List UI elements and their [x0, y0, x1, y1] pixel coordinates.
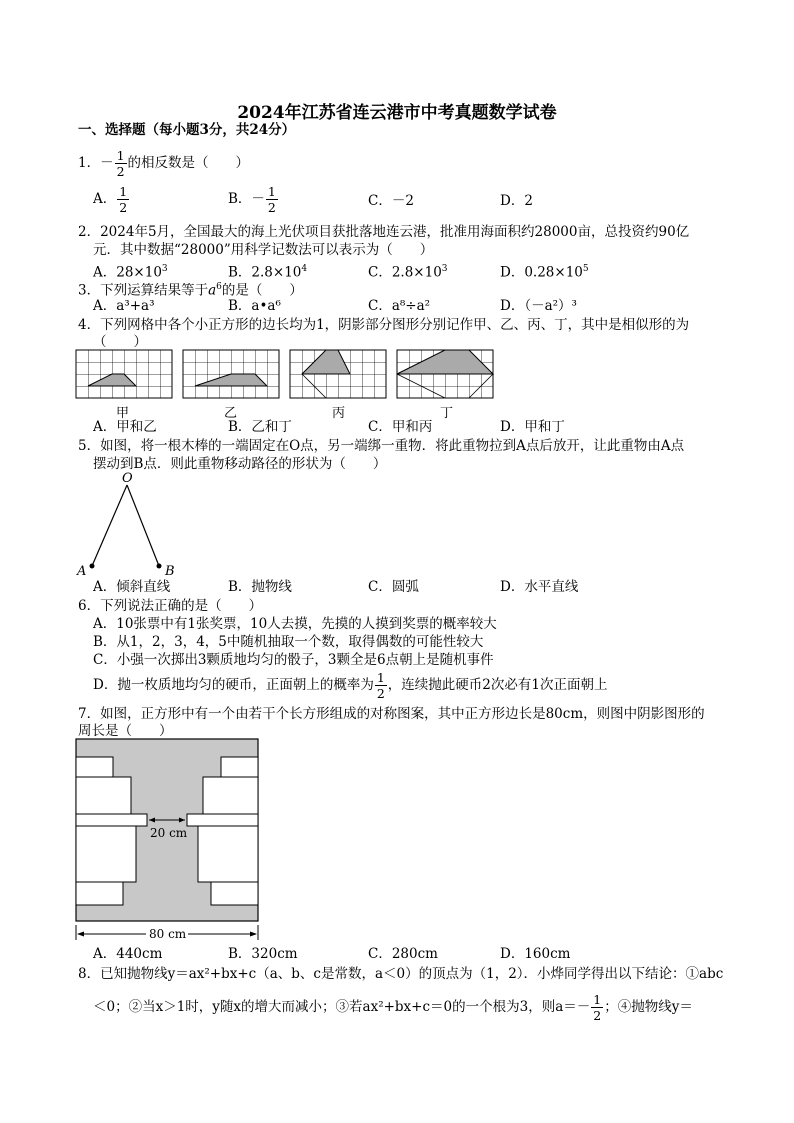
question-6-stem: 6．下列说法正确的是（ ）	[78, 598, 263, 614]
figure-label-ding: 丁	[440, 406, 454, 421]
question-8-line1: 8．已知抛物线y＝ax²+bx+c（a、b、c是常数，a＜0）的顶点为（1，2）．小烨同学得出以下结论：①abc	[78, 966, 724, 982]
square-pattern-figure	[76, 739, 260, 944]
q1-option-b[interactable]: B．－ $\frac{1}{2}$	[228, 184, 276, 215]
grid-figure-yi	[183, 350, 279, 398]
q4-option-d[interactable]: D．甲和丁	[500, 419, 565, 435]
inner-gap-label: 20 cm	[150, 826, 188, 840]
q7-option-d[interactable]: D．160cm	[500, 946, 571, 962]
q3-option-c[interactable]: C．a⁸÷a²	[368, 298, 431, 314]
q2-option-b[interactable]: B．$2.8\times 10^4$	[228, 264, 308, 281]
q4-option-b[interactable]: B．乙和丁	[228, 419, 292, 435]
question-2-line2: 元．其中数据“28000”用科学记数法可以表示为（ ）	[93, 242, 434, 258]
q1-option-a[interactable]: A． $\frac{1}{2}$	[93, 184, 128, 215]
q1-option-c[interactable]: C．－2	[368, 193, 414, 209]
q3-option-b[interactable]: B．a•a⁶	[228, 298, 281, 314]
section-heading: 一、选择题（每小题3分，共24分）	[78, 122, 296, 138]
q7-option-a[interactable]: A．440cm	[93, 946, 163, 962]
q4-option-a[interactable]: A．甲和乙	[93, 419, 157, 435]
pendulum-figure	[80, 480, 180, 575]
figure-label-jia: 甲	[116, 406, 130, 421]
point-o-label: O	[122, 471, 133, 486]
figure-label-bing: 丙	[332, 406, 346, 421]
q6-option-d[interactable]: D．抛一枚质地均匀的硬币，正面朝上的概率为 $\frac{1}{2}$ ，连续抛此硬币2次必有1次正面朝上	[93, 670, 608, 701]
figure-label-yi: 乙	[224, 406, 238, 421]
question-2-line1: 2．2024年5月，全国最大的海上光伏项目获批落地连云港，批准用海面积约28000亩，总投资约90亿	[78, 224, 690, 240]
q7-option-c[interactable]: C．280cm	[368, 946, 438, 962]
q2-option-d[interactable]: D．$0.28\times 10^5$	[500, 264, 589, 281]
q4-option-c[interactable]: C．甲和丙	[368, 419, 433, 435]
q5-option-c[interactable]: C．圆弧	[368, 579, 419, 595]
q6-option-a[interactable]: A．10张票中有1张奖票，10人去摸，先摸的人摸到奖票的概率较大	[93, 616, 497, 632]
q3-option-a[interactable]: A．a³+a³	[93, 298, 155, 314]
q6-option-b[interactable]: B．从1，2，3，4，5中随机抽取一个数，取得偶数的可能性较大	[93, 634, 484, 650]
question-5-line2: 摆动到B点．则此重物移动路径的形状为（ ）	[93, 456, 387, 472]
question-4-line1: 4．下列网格中各个小正方形的边长均为1，阴影部分图形分别记作甲、乙、丙、丁，其中是相似形的为	[78, 317, 690, 333]
q2-option-c[interactable]: C．$2.8\times 10^3$	[368, 264, 448, 281]
question-8-line2: ＜0；②当x＞1时，y随x的增大而减小；③若ax²+bx+c＝0的一个根为3，则a＝－ $\frac{1}{2}$ ；④抛物线y＝	[93, 992, 693, 1023]
question-4-line2: （ ）	[93, 334, 147, 350]
q1-option-d[interactable]: D．2	[500, 193, 533, 209]
square-side-label: 80 cm	[149, 927, 187, 941]
q7-option-b[interactable]: B．320cm	[228, 946, 298, 962]
question-5-line1: 5．如图，将一根木棒的一端固定在O点，另一端绑一重物．将此重物拉到A点后放开，让此重物由A点	[78, 438, 685, 454]
q2-option-a[interactable]: A．$28\times 10^3$	[93, 264, 168, 281]
q5-option-a[interactable]: A．倾斜直线	[93, 579, 171, 595]
grid-figure-jia	[76, 350, 172, 398]
page-title: 2024年江苏省连云港市中考真题数学试卷	[237, 103, 557, 123]
grid-figure-ding	[397, 350, 493, 398]
q3-option-d[interactable]: D．（－a²）³	[500, 298, 577, 314]
question-7-line1: 7．如图，正方形中有一个由若干个长方形组成的对称图案，其中正方形边长是80cm，则图中阴影图形的	[78, 706, 705, 722]
question-1-stem: 1．－ $\frac{1}{2}$ 的相反数是（ ）	[78, 148, 250, 179]
q5-option-b[interactable]: B．抛物线	[228, 579, 292, 595]
question-3-stem: 3．下列运算结果等于$a^6$的是（ ）	[78, 282, 303, 299]
point-b-label: B	[165, 564, 175, 579]
grid-figure-bing	[290, 350, 386, 398]
q5-option-d[interactable]: D．水平直线	[500, 579, 579, 595]
point-a-label: A	[77, 564, 87, 579]
question-7-line2: 周长是（ ）	[78, 723, 173, 739]
q6-option-c[interactable]: C．小强一次掷出3颗质地均匀的骰子，3颗全是6点朝上是随机事件	[93, 652, 494, 668]
